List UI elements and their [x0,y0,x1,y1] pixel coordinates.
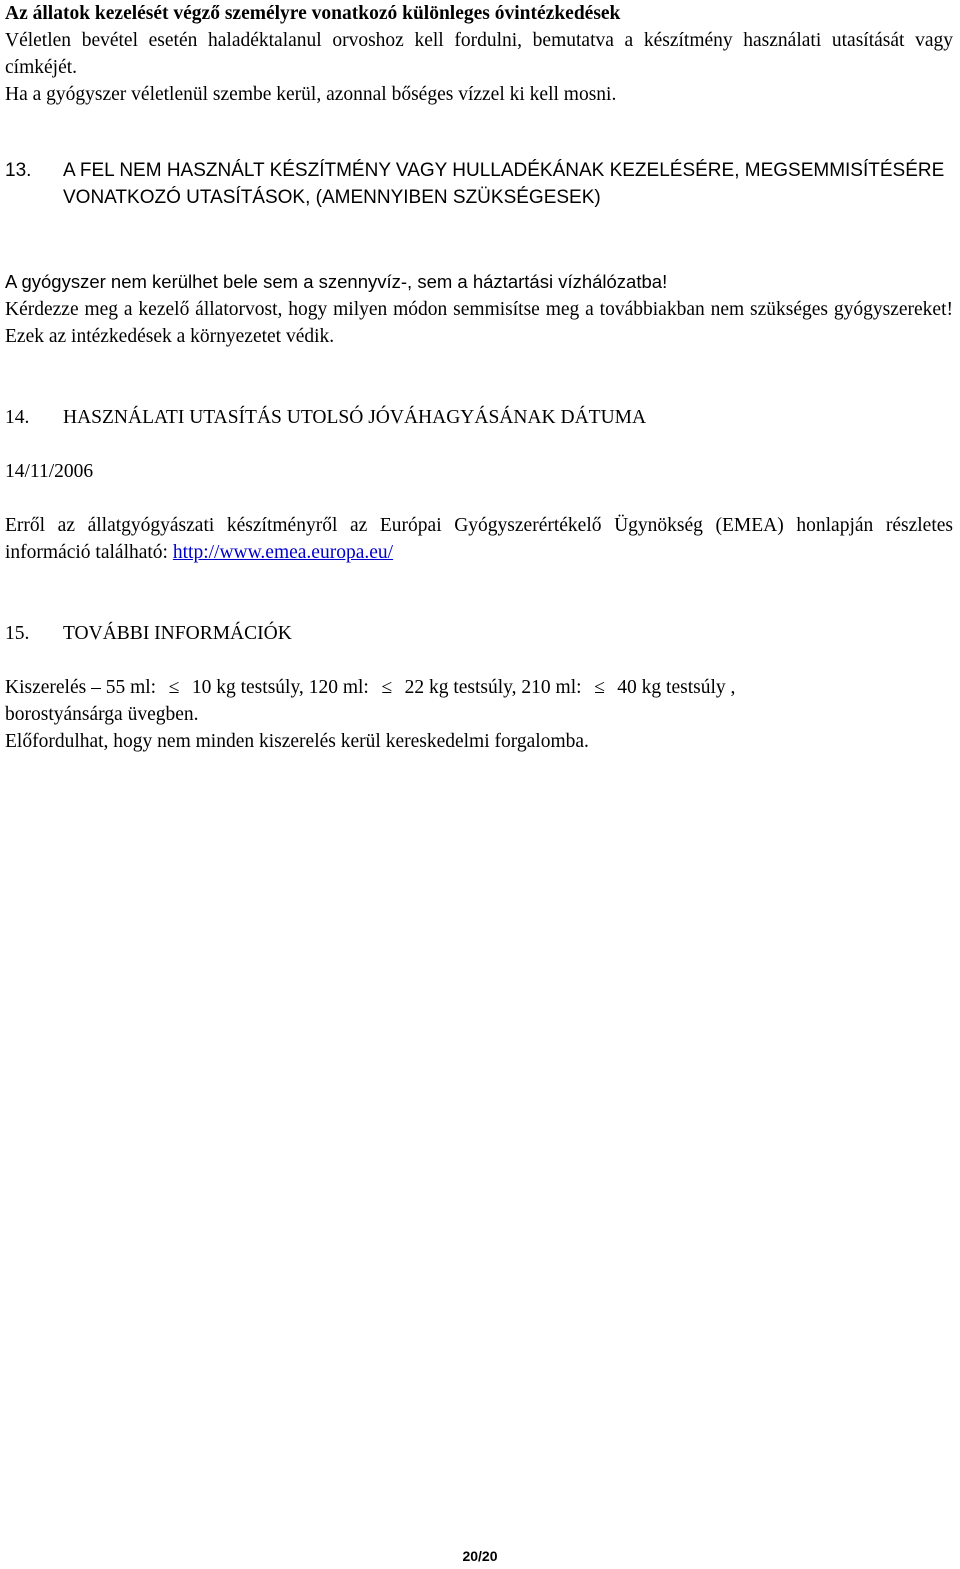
section-13-number: 13. [5,160,32,181]
section-13-paragraph-2: Kérdezze meg a kezelő állatorvost, hogy milyen módon semmisítse meg a továbbiakban nem szükséges gyógyszereket! Ezek az intézkedések a környezetet védik. [5,299,953,347]
section-14-number: 14. [5,407,30,428]
section-13-body [5,268,953,296]
section-14-info-paragraph [5,512,953,566]
pack-1-volume: 55 ml: [105,677,157,698]
pack-2-volume: 120 ml: [308,677,369,698]
pack-label: Kiszerelés – [5,677,106,698]
handler-precautions-heading: Az állatok kezelését végző személyre vonatkozó különleges óvintézkedések [5,3,621,24]
pack-container-line: borostyánsárga üvegben. [5,704,199,725]
pack-3-weight: 40 kg testsúly , [617,677,736,698]
section-13-title: A FEL NEM HASZNÁLT KÉSZÍTMÉNY VAGY HULLADÉKÁNAK KEZELÉSÉRE, MEGSEMMISÍTÉSÉRE VONATKOZÓ UTASÍTÁSOK, (AMENNYIBEN SZÜKSÉGESEK) [63,160,945,208]
less-or-equal-icon: ≤ [594,677,605,698]
section-13-heading [5,158,953,211]
info-text: Erről az állatgyógyászati készítményről az Európai Gyógyszerértékelő Ügynökség (EMEA) honlapján részletes információ található: [5,515,953,563]
pack-1-weight: 10 kg testsúly, [191,677,304,698]
section-14 [5,404,953,431]
approval-date: 14/11/2006 [5,461,94,482]
section-15-heading [5,620,953,647]
emea-website-link[interactable]: http://www.emea.europa.eu/ [172,542,394,563]
section-14-date-block [5,458,953,485]
less-or-equal-icon: ≤ [168,677,180,698]
section-14-heading [5,404,953,431]
availability-note: Előfordulhat, hogy nem minden kiszerelés kerül kereskedelmi forgalomba. [5,731,589,752]
section-15-number: 15. [5,623,30,644]
pack-3-volume: 210 ml: [521,677,582,698]
handler-precautions-section [5,0,953,108]
pack-2-weight: 22 kg testsúly, [404,677,517,698]
pack-sizes-line [5,674,953,701]
section-15-title: TOVÁBBI INFORMÁCIÓK [63,623,292,644]
section-13-body-2 [5,296,953,350]
handler-precautions-paragraph-2: Ha a gyógyszer véletlenül szembe kerül, azonnal bőséges vízzel ki kell mosni. [5,84,617,105]
section-14-title: HASZNÁLATI UTASÍTÁS UTOLSÓ JÓVÁHAGYÁSÁNAK DÁTUMA [63,407,647,428]
section-13-paragraph-1: A gyógyszer nem kerülhet bele sem a szennyvíz-, sem a háztartási vízhálózatba! [5,271,668,292]
handler-precautions-paragraph-1: Véletlen bevétel esetén haladéktalanul orvoshoz kell fordulni, bemutatva a készítmény használati utasítását vagy címkéjét. [5,30,953,78]
page-number: 20/20 [462,1548,498,1564]
section-15 [5,620,953,647]
section-14-info-block [5,512,953,566]
less-or-equal-icon: ≤ [381,677,393,698]
section-13 [5,158,953,211]
section-15-body [5,674,953,755]
